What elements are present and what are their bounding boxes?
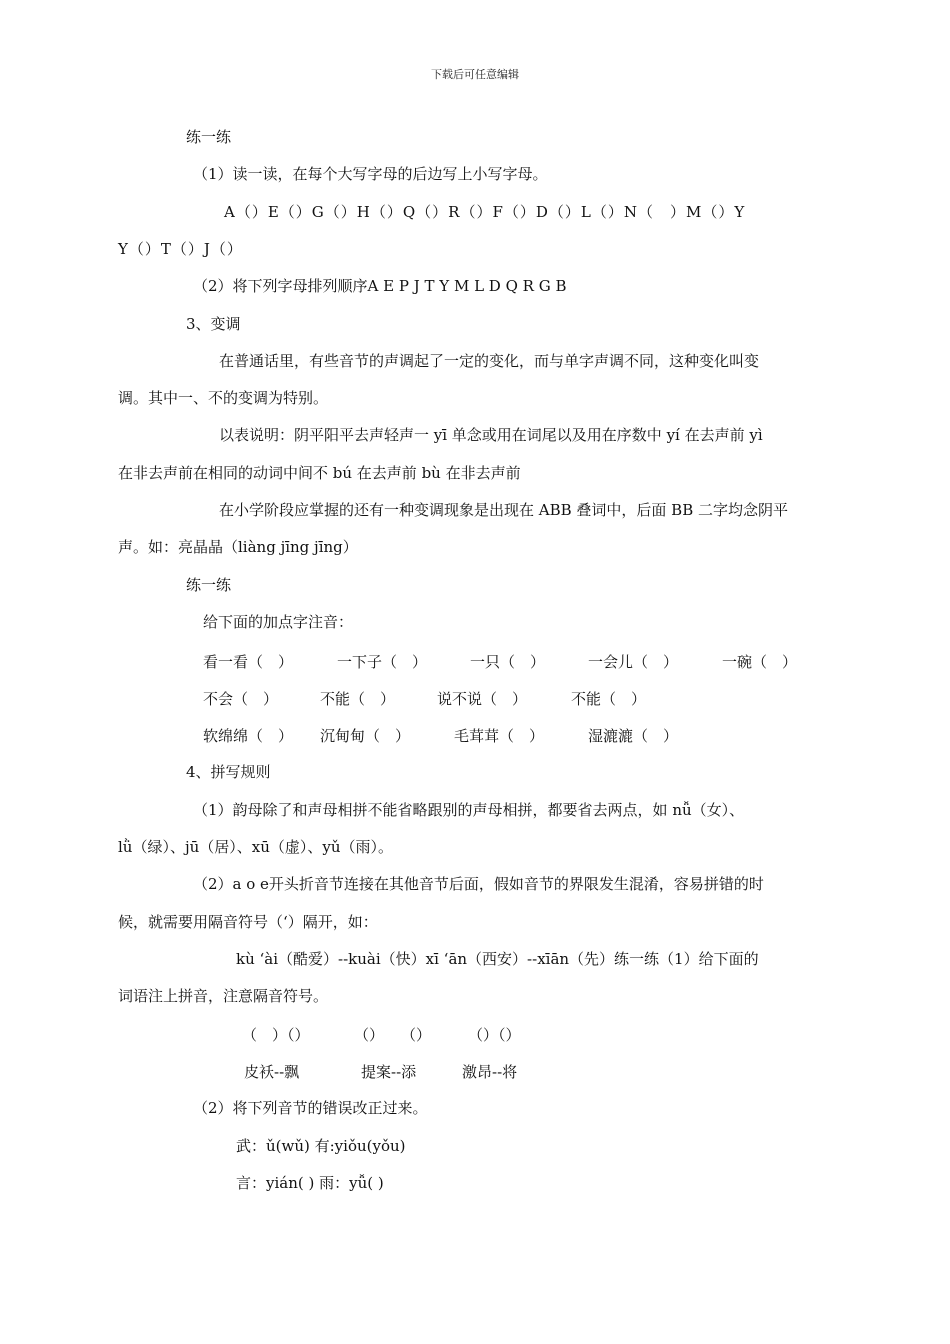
exercise-item: 不能（ ） bbox=[571, 690, 647, 708]
exercise-instruction: （1）读一读，在每个大写字母的后边写上小写字母。 bbox=[193, 165, 548, 183]
exercise-item: 看一看（ ） bbox=[203, 653, 294, 671]
paragraph-line: （2）a o e开头折音节连接在其他音节后面，假如音节的界限发生混淆，容易拼错的时 bbox=[193, 875, 764, 893]
exercise-item: 一碗（ ） bbox=[722, 653, 798, 671]
letter-row: Y（）T（）J（） bbox=[118, 240, 243, 258]
exercise-item: 激昂--将 bbox=[462, 1063, 518, 1081]
exercise-item: 一只（ ） bbox=[470, 653, 546, 671]
exercise-item: 不会（ ） bbox=[203, 690, 279, 708]
paragraph-line: （1）韵母除了和声母相拼不能省略跟别的声母相拼，都要省去两点，如 nǚ（女）、 bbox=[193, 801, 745, 819]
exercise-item: 湿漉漉（ ） bbox=[588, 727, 679, 745]
exercise-item: 毛茸茸（ ） bbox=[454, 727, 545, 745]
page-header: 下载后可任意编辑 bbox=[431, 68, 519, 81]
paragraph-line: 候，就需要用隔音符号（‘）隔开，如： bbox=[118, 913, 378, 931]
paragraph-line: 在小学阶段应掌握的还有一种变调现象是出现在 ABB 叠词中，后面 BB 二字均念阴平 bbox=[219, 501, 789, 519]
exercise-item: （）（） bbox=[468, 1026, 521, 1044]
exercise-item: 提案--添 bbox=[361, 1063, 417, 1081]
paragraph-line: 以表说明：阴平阳平去声轻声一 yī 单念或用在词尾以及用在序数中 yí 在去声前 yì bbox=[219, 426, 763, 444]
exercise-item: （ ）（） bbox=[242, 1026, 310, 1044]
letter-row: A（）E（）G（）H（）Q（）R（）F（）D（）L（）N（ ）M（）Y bbox=[224, 203, 746, 221]
paragraph-line: 言：yián( ) 雨：yǚ( ) bbox=[236, 1174, 384, 1192]
exercise-instruction: 给下面的加点字注音： bbox=[203, 613, 354, 631]
paragraph-line: 在非去声前在相同的动词中间不 bú 在去声前 bù 在非去声前 bbox=[118, 464, 521, 482]
paragraph-line: 调。其中一、不的变调为特别。 bbox=[118, 389, 329, 407]
section-heading: 4、拼写规则 bbox=[186, 763, 271, 781]
exercise-item: 不能（ ） bbox=[320, 690, 396, 708]
section-heading: 练一练 bbox=[186, 576, 232, 594]
exercise-instruction: （2）将下列字母排列顺序A E P J T Y M L D Q R G B bbox=[193, 277, 567, 295]
exercise-item: 一下子（ ） bbox=[337, 653, 428, 671]
exercise-item: 沉甸甸（ ） bbox=[320, 727, 411, 745]
paragraph-line: 声。如：亮晶晶（liàng jīng jīng） bbox=[118, 538, 358, 556]
section-heading: 3、变调 bbox=[186, 315, 241, 333]
paragraph-line: lǜ（绿）、jū（居）、xū（虚）、yǔ（雨）。 bbox=[118, 838, 394, 856]
exercise-item: （） bbox=[401, 1026, 432, 1044]
exercise-item: 皮袄--飘 bbox=[244, 1063, 300, 1081]
exercise-instruction: （2）将下列音节的错误改正过来。 bbox=[193, 1099, 428, 1117]
paragraph-line: 词语注上拼音，注意隔音符号。 bbox=[118, 987, 329, 1005]
paragraph-line: kù ‘ài（酷爱）--kuài（快）xī ‘ān（西安）--xīān（先）练一练（1）给下面的 bbox=[236, 950, 759, 968]
section-heading: 练一练 bbox=[186, 128, 232, 146]
paragraph-line: 在普通话里，有些音节的声调起了一定的变化，而与单字声调不同，这种变化叫变 bbox=[219, 352, 760, 370]
paragraph-line: 武：ǔ(wǔ) 有:yiǒu(yǒu) bbox=[236, 1137, 406, 1155]
exercise-item: 软绵绵（ ） bbox=[203, 727, 294, 745]
exercise-item: 说不说（ ） bbox=[437, 690, 528, 708]
exercise-item: （） bbox=[354, 1026, 385, 1044]
exercise-item: 一会儿（ ） bbox=[588, 653, 679, 671]
